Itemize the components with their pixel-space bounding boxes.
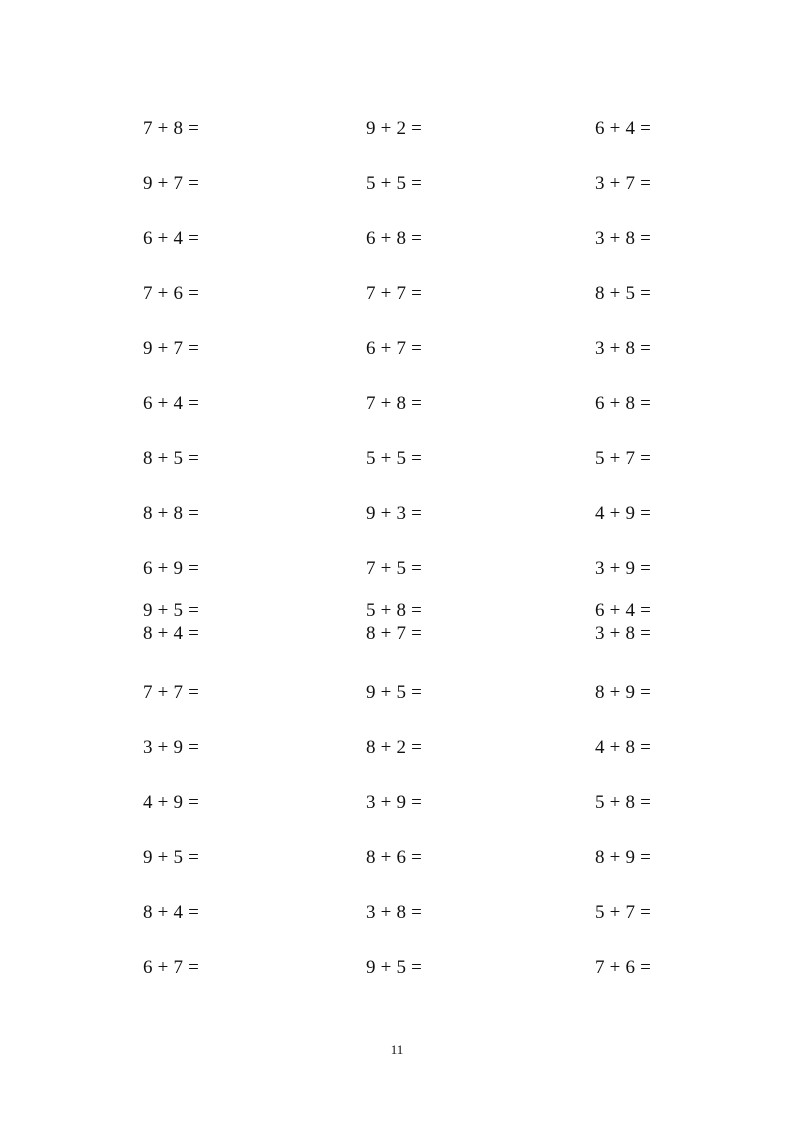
addition-problem: 7 + 8 = (366, 393, 423, 414)
addition-problem: 3 + 7 = (595, 173, 652, 194)
addition-problem: 3 + 8 = (595, 623, 652, 644)
addition-problem: 6 + 7 = (366, 338, 423, 359)
addition-problem: 7 + 8 = (143, 118, 200, 139)
addition-problem: 9 + 5 = (366, 957, 423, 978)
addition-problem: 8 + 7 = (366, 623, 423, 644)
addition-problem: 8 + 6 = (366, 847, 423, 868)
addition-problem: 7 + 6 = (595, 957, 652, 978)
addition-problem: 9 + 7 = (143, 173, 200, 194)
addition-problem: 4 + 9 = (595, 503, 652, 524)
addition-problem: 7 + 7 = (143, 682, 200, 703)
addition-problem: 5 + 5 = (366, 448, 423, 469)
addition-problem: 8 + 2 = (366, 737, 423, 758)
addition-problem: 7 + 5 = (366, 558, 423, 579)
addition-problem: 5 + 8 = (595, 792, 652, 813)
addition-problem: 9 + 7 = (143, 338, 200, 359)
addition-problem: 8 + 5 = (595, 283, 652, 304)
addition-problem: 8 + 5 = (143, 448, 200, 469)
addition-problem: 3 + 8 = (595, 228, 652, 249)
addition-problem: 6 + 8 = (595, 393, 652, 414)
addition-problem: 9 + 3 = (366, 503, 423, 524)
addition-problem: 6 + 8 = (366, 228, 423, 249)
addition-problem: 6 + 9 = (143, 558, 200, 579)
addition-problem: 9 + 2 = (366, 118, 423, 139)
addition-problem: 8 + 9 = (595, 682, 652, 703)
addition-problem: 9 + 5 = (143, 847, 200, 868)
addition-problem: 7 + 7 = (366, 283, 423, 304)
addition-problem: 8 + 4 = (143, 902, 200, 923)
addition-problem: 8 + 9 = (595, 847, 652, 868)
addition-problem: 3 + 8 = (366, 902, 423, 923)
addition-problem: 4 + 8 = (595, 737, 652, 758)
addition-problem: 9 + 5 = (143, 600, 200, 621)
addition-problem: 5 + 7 = (595, 902, 652, 923)
addition-problem: 4 + 9 = (143, 792, 200, 813)
page-number: 11 (390, 1042, 404, 1057)
addition-problem: 6 + 7 = (143, 957, 200, 978)
addition-problem: 6 + 4 = (595, 600, 652, 621)
addition-problem: 6 + 4 = (143, 393, 200, 414)
addition-problem: 3 + 9 = (595, 558, 652, 579)
addition-problem: 3 + 8 = (595, 338, 652, 359)
addition-problem: 6 + 4 = (595, 118, 652, 139)
addition-problem: 3 + 9 = (366, 792, 423, 813)
addition-problem: 5 + 7 = (595, 448, 652, 469)
addition-problem: 8 + 4 = (143, 623, 200, 644)
addition-problem: 8 + 8 = (143, 503, 200, 524)
addition-problem: 6 + 4 = (143, 228, 200, 249)
addition-problem: 7 + 6 = (143, 283, 200, 304)
addition-problem: 5 + 5 = (366, 173, 423, 194)
addition-problem: 3 + 9 = (143, 737, 200, 758)
addition-problem: 9 + 5 = (366, 682, 423, 703)
addition-problem: 5 + 8 = (366, 600, 423, 621)
